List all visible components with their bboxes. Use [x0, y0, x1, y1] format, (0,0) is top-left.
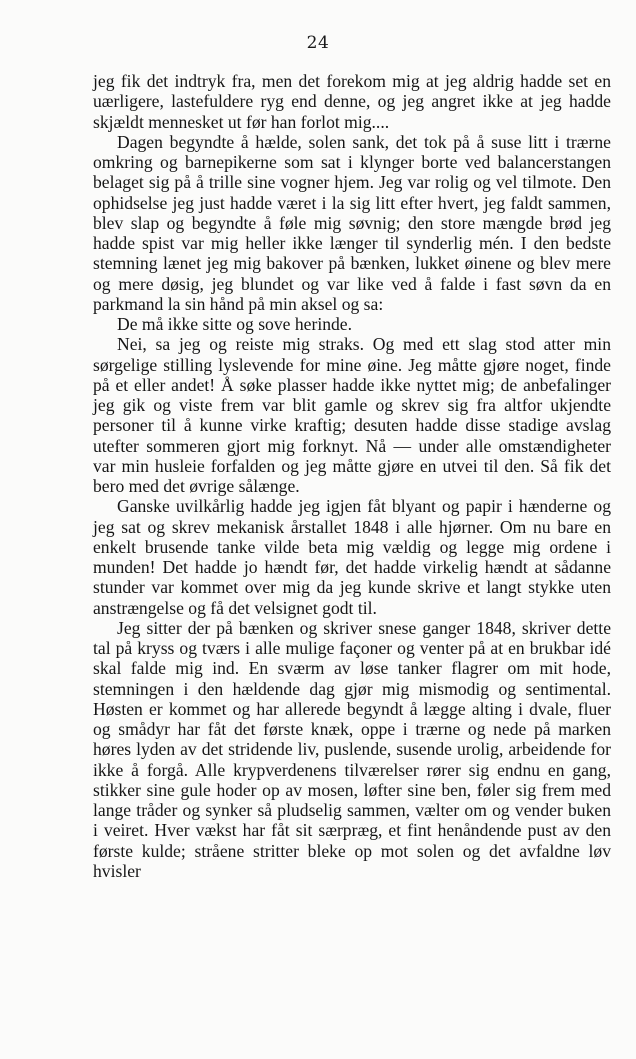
- paragraph-2: Dagen begyndte å hælde, solen sank, det tok på å suse litt i trærne omkring og barnepikerne som sat i klynger borte ved balancerstangen belaget sig på å trille sine vogner hjem. Jeg var rolig og vel tilmote. Den ophidselse jeg just hadde været i la sig litt efter hvert, jeg faldt sammen, blev slap og begyndte å føle mig søvnig; den store mængde brød jeg hadde spist var mig heller ikke længer til synderlig mén. I den bedste stemning lænet jeg mig bakover på bænken, lukket øinene og blev mere og mere døsig, jeg blundet og var like ved å falde i fast søvn da en parkmand la sin hånd på min aksel og sa:: [93, 131, 611, 314]
- paragraph-3: De må ikke sitte og sove herinde.: [117, 314, 353, 334]
- paragraph-4: Nei, sa jeg og reiste mig straks. Og med ett slag stod atter min sørgelige stilling lyslevende for mine øine. Jeg måtte gjøre noget, finde på et eller andet! Å søke plasser hadde ikke nyttet mig; de anbefalinger jeg gik og viste frem var blit gamle og skrev sig fra altfor ukjendte personer til å kunne virke kraftig; desuten hadde disse stadige avslag utefter sommeren gjort mig forknyt. Nå — under alle omstændigheter var min husleie forfalden og jeg måtte gjøre en utvei til den. Så fik det bero med det øvrige sålænge.: [93, 334, 611, 496]
- body-text: [93, 71, 611, 881]
- paragraph-1: jeg fik det indtryk fra, men det forekom mig at jeg aldrig hadde set en uærligere, lastefuldere ryg end denne, og jeg angret ikke at jeg hadde skjældt mennesket ut før han forlot mig....: [93, 71, 611, 132]
- paragraph-5: Ganske uvilkårlig hadde jeg igjen fåt blyant og papir i hænderne og jeg sat og skrev mekanisk årstallet 1848 i alle hjørner. Om nu bare en enkelt brusende tanke vilde beta mig vældig og legge mig ordene i munden! Det hadde jo hændt før, det hadde virkelig hændt at sådanne stunder var kommet over mig da jeg kunde skrive et langt stykke uten anstrængelse og få det velsignet godt til.: [93, 496, 611, 618]
- page-number: 24: [306, 33, 330, 53]
- paragraph-6: Jeg sitter der på bænken og skriver snese ganger 1848, skriver dette tal på kryss og tværs i alle mulige façoner og venter på at en brukbar idé skal falde mig ind. En sværm av løse tanker flagrer om mit hode, stemningen i den hældende dag gjør mig mismodig og sentimental. Høsten er kommet og har allerede begyndt å lægge alting i dvale, fluer og smådyr har fåt det første knæk, oppe i trærne og nede på marken høres lyden av det stridende liv, puslende, susende urolig, arbeidende for ikke å forgå. Alle krypverdenens tilværelser rører sig endnu en gang, stikker sine gule hoder op av mosen, løfter sine ben, føler sig frem med lange tråder og synker så pludselig sammen, vælter om og vender buken i veiret. Hver vækst har fåt sit særpræg, et fint henåndende pust av den første kulde; stråene stritter bleke op mot solen og det avfaldne løv hvisler: [93, 617, 611, 881]
